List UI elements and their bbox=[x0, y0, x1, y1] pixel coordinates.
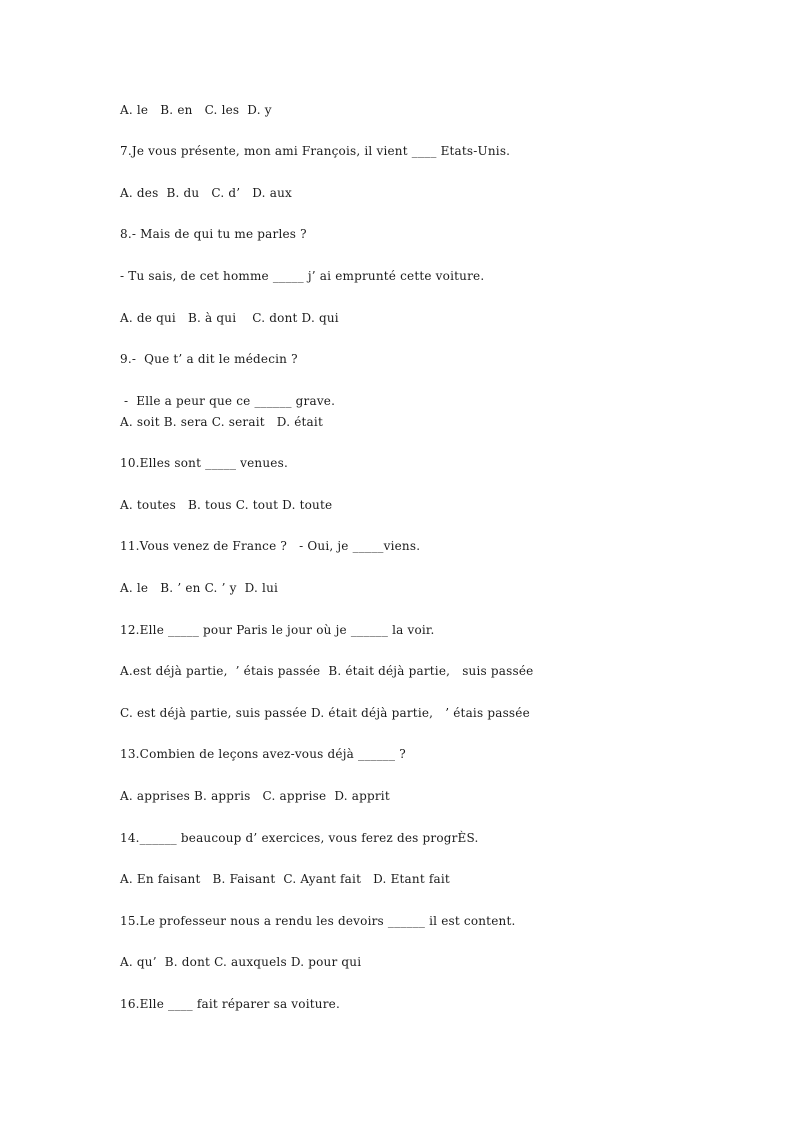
q8-question: 8.- Mais de qui tu me parles ? bbox=[120, 227, 307, 241]
q15-options: A. qu’ B. dont C. auxquels D. pour qui bbox=[120, 955, 362, 969]
q7-question: 7.Je vous présente, mon ami François, il vient ____ Etats-Unis. bbox=[120, 144, 511, 158]
q9-question: 9.- Que t’ a dit le médecin ? bbox=[120, 352, 298, 366]
q12-options-a-b: A.est déjà partie, ’ étais passée B. était déjà partie, suis passée bbox=[120, 664, 534, 678]
q13-options: A. apprises B. appris C. apprise D. apprit bbox=[120, 789, 390, 803]
q9-options: A. soit B. sera C. serait D. était bbox=[120, 415, 323, 429]
q6-options: A. le B. en C. les D. y bbox=[120, 103, 272, 117]
q8-question-continued: - Tu sais, de cet homme _____ j’ ai emprunté cette voiture. bbox=[120, 269, 485, 283]
q11-question: 11.Vous venez de France ? - Oui, je _____viens. bbox=[120, 539, 421, 553]
q10-options: A. toutes B. tous C. tout D. toute bbox=[120, 498, 333, 512]
q11-options: A. le B. ’ en C. ’ y D. lui bbox=[120, 581, 279, 595]
q12-question: 12.Elle _____ pour Paris le jour où je ______ la voir. bbox=[120, 623, 435, 637]
q15-question: 15.Le professeur nous a rendu les devoirs ______ il est content. bbox=[120, 914, 516, 928]
q10-question: 10.Elles sont _____ venues. bbox=[120, 456, 288, 470]
q8-options: A. de qui B. à qui C. dont D. qui bbox=[120, 311, 339, 325]
q9-question-continued: - Elle a peur que ce ______ grave. bbox=[120, 394, 336, 408]
q14-question: 14.______ beaucoup d’ exercices, vous ferez des progrÈS. bbox=[120, 831, 479, 845]
q12-options-c-d: C. est déjà partie, suis passée D. était déjà partie, ’ étais passée bbox=[120, 706, 530, 720]
q13-question: 13.Combien de leçons avez-vous déjà ______ ? bbox=[120, 747, 406, 761]
q14-options: A. En faisant B. Faisant C. Ayant fait D. Etant fait bbox=[120, 872, 450, 886]
q7-options: A. des B. du C. d’ D. aux bbox=[120, 186, 292, 200]
q16-question: 16.Elle ____ fait réparer sa voiture. bbox=[120, 997, 340, 1011]
